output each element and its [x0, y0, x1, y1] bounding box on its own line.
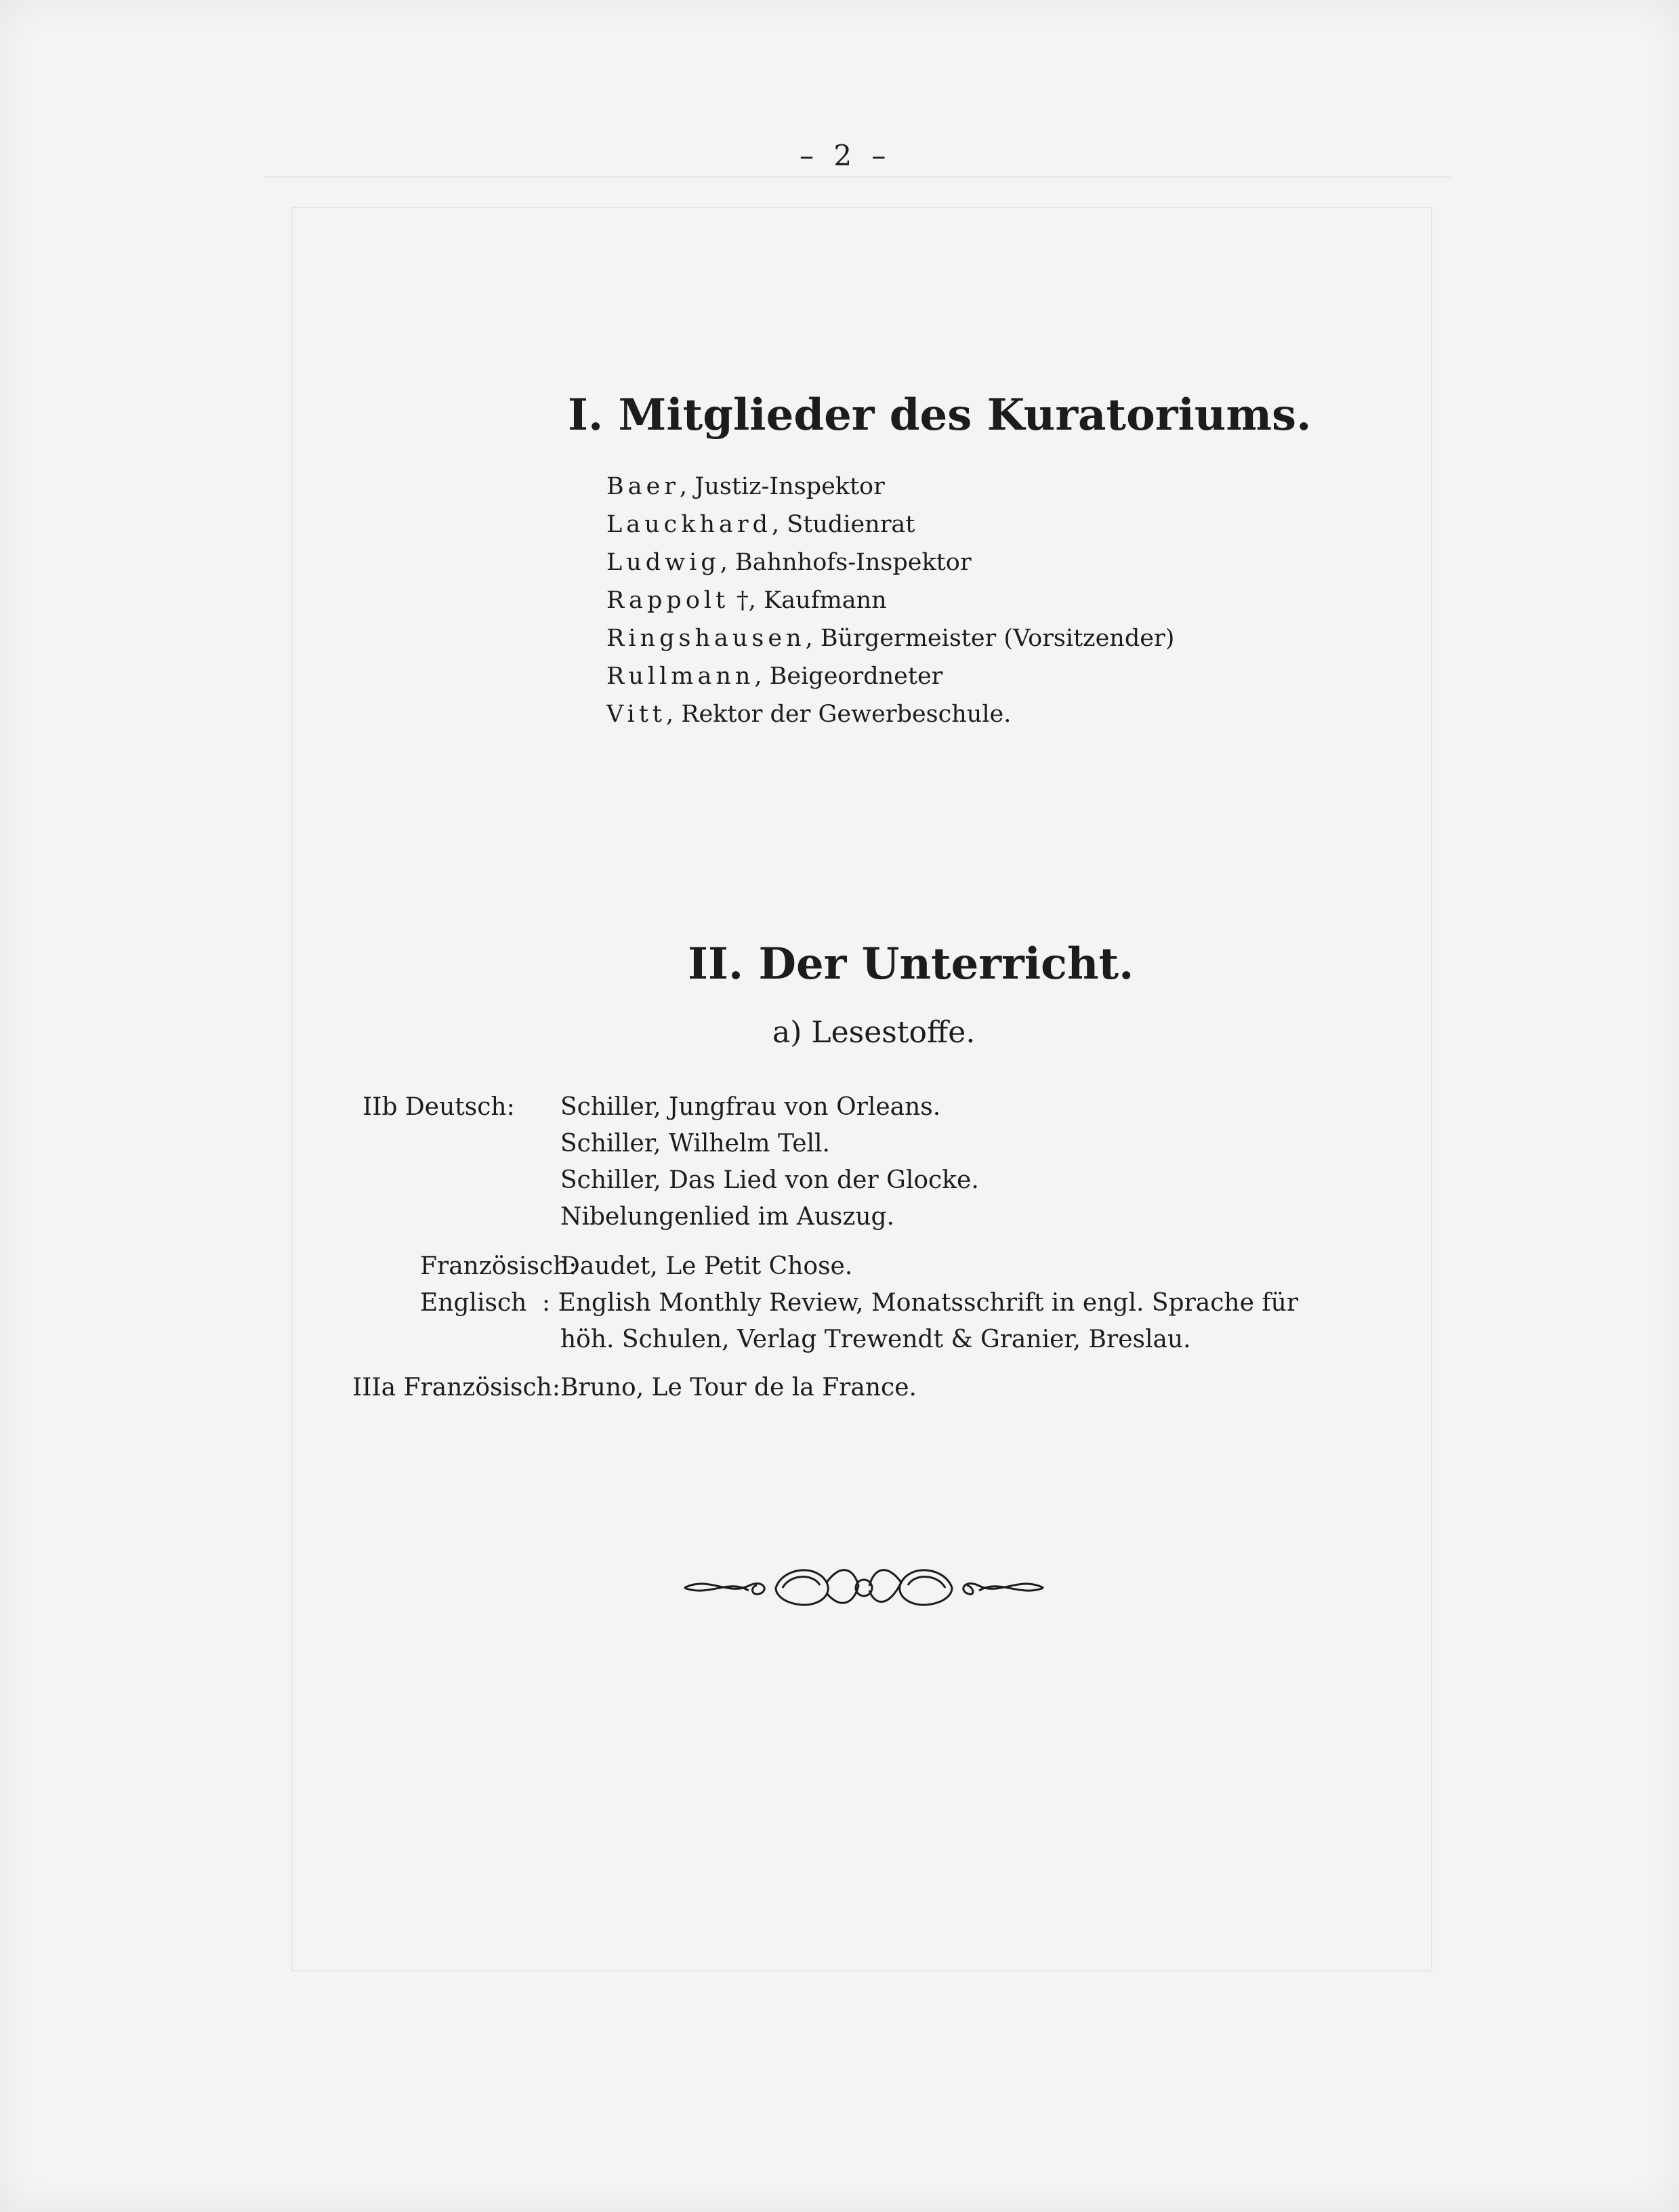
reading-item: höh. Schulen, Verlag Trewendt & Granier, Breslau.	[560, 1326, 1191, 1353]
member-role: , Studienrat	[772, 511, 915, 538]
reading-item: : English Monthly Review, Monatsschrift in engl. Sprache für	[542, 1289, 1299, 1317]
section-title-kuratorium: I. Mitglieder des Kuratoriums.	[568, 390, 1312, 441]
subject-label: Französisch:	[420, 1252, 577, 1280]
member-name: Ringshausen	[606, 625, 806, 652]
member-role: , Bürgermeister (Vorsitzender)	[805, 625, 1175, 652]
member-item	[606, 506, 1174, 544]
reading-item: Schiller, Jungfrau von Orleans.	[560, 1093, 941, 1121]
reading-item: Schiller, Das Lied von der Glocke.	[560, 1166, 979, 1194]
member-name: Rappolt	[606, 587, 730, 614]
subsection-title-lesestoffe: a) Lesestoffe.	[772, 1015, 976, 1050]
member-item	[606, 468, 1174, 506]
member-role: , Bahnhofs-Inspektor	[720, 549, 972, 576]
section-title-unterricht: II. Der Unterricht.	[688, 939, 1134, 989]
reading-item: Schiller, Wilhelm Tell.	[560, 1130, 830, 1158]
member-item	[606, 581, 1174, 619]
member-item	[606, 544, 1174, 581]
member-role: †, Kaufmann	[729, 587, 887, 614]
member-name: Baer	[606, 473, 680, 500]
member-list	[606, 468, 1174, 733]
member-name: Ludwig	[606, 549, 720, 576]
subject-label: Englisch	[420, 1289, 527, 1317]
member-item	[606, 657, 1174, 695]
member-name: Rullmann	[606, 663, 755, 690]
member-name: Lauckhard	[606, 511, 772, 538]
reading-item: Daudet, Le Petit Chose.	[560, 1252, 853, 1280]
bleed-through-rule	[264, 176, 1450, 178]
subject-label: IIIa Französisch:	[352, 1374, 560, 1401]
ribbon-ornament-icon	[681, 1555, 1047, 1620]
page-number: – 2 –	[800, 139, 892, 172]
member-role: , Beigeordneter	[754, 663, 943, 690]
subject-label: IIb Deutsch:	[362, 1093, 515, 1121]
member-item	[606, 695, 1174, 733]
member-item	[606, 619, 1174, 657]
member-name: Vitt	[606, 701, 666, 728]
member-role: , Rektor der Gewerbeschule.	[665, 701, 1012, 728]
reading-item: Nibelungenlied im Auszug.	[560, 1203, 894, 1231]
reading-item: Bruno, Le Tour de la France.	[560, 1374, 917, 1401]
member-role: , Justiz-Inspektor	[680, 473, 885, 500]
